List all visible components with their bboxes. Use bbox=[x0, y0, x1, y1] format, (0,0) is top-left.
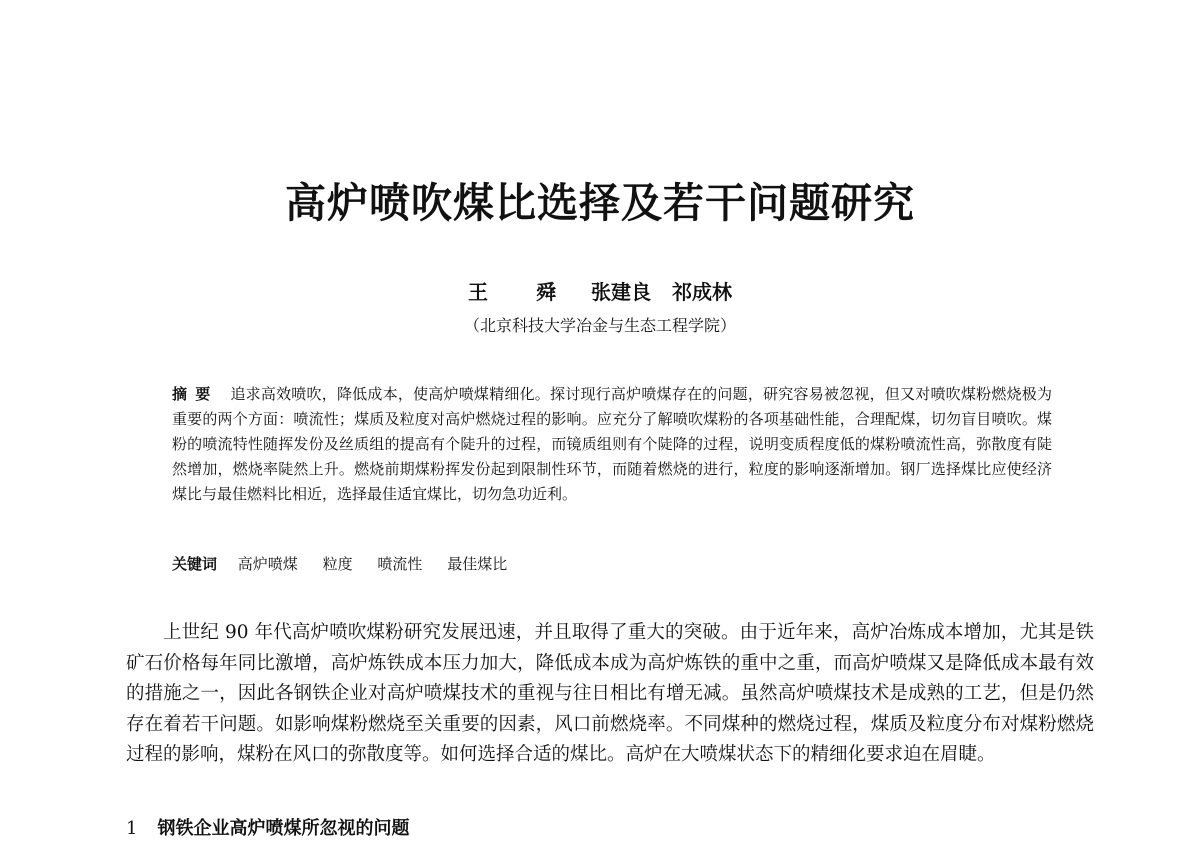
keyword: 粒度 bbox=[322, 555, 353, 573]
author-name: 张建良 bbox=[591, 280, 651, 304]
abstract bbox=[172, 382, 1052, 507]
section-number: 1 bbox=[126, 818, 138, 839]
keywords-label: 关键词 bbox=[172, 555, 218, 573]
paper-title: 高炉喷吹煤比选择及若干问题研究 bbox=[285, 179, 915, 227]
keyword: 喷流性 bbox=[377, 555, 423, 573]
abstract-text: 追求高效喷吹，降低成本，使高炉喷煤精细化。探讨现行高炉喷煤存在的问题，研究容易被忽视，但又对喷吹煤粉燃烧极为重要的两个方面：喷流性；煤质及粒度对高炉燃烧过程的影响。应充分了解喷吹煤粉的各项基础性能，合理配煤，切勿盲目喷吹。煤粉的喷流特性随挥发份及丝质组的提高有个陡升的过程，而镜质组则有个陡降的过程，说明变质程度低的煤粉喷流性高，弥散度有陡然增加，燃烧率陡然上升。燃烧前期煤粉挥发份起到限制性环节，而随着燃烧的进行，粒度的影响逐渐增加。钢厂选择煤比应使经济煤比与最佳燃料比相近，选择最佳适宜煤比，切勿急功近利。 bbox=[172, 385, 1052, 503]
keywords bbox=[172, 552, 1052, 577]
author-name: 王 舜 bbox=[468, 280, 571, 304]
keyword: 最佳煤比 bbox=[447, 555, 508, 573]
author-list bbox=[0, 282, 1200, 302]
section-title: 钢铁企业高炉喷煤所忽视的问题 bbox=[157, 818, 410, 839]
author-name: 祁成林 bbox=[671, 280, 732, 304]
section-heading bbox=[126, 815, 1094, 843]
abstract-label: 摘要 bbox=[172, 385, 219, 403]
body-paragraph: 上世纪 90 年代高炉喷吹煤粉研究发展迅速，并且取得了重大的突破。由于近年来，高炉冶炼成本增加，尤其是铁矿石价格每年同比激增，高炉炼铁成本压力加大，降低成本成为高炉炼铁的重中之重，而高炉喷煤又是降低成本最有效的措施之一，因此各钢铁企业对高炉喷煤技术的重视与往日相比有增无减。虽然高炉喷煤技术是成熟的工艺，但是仍然存在着若干问题。如影响煤粉燃烧至关重要的因素，风口前燃烧率。不同煤种的燃烧过程，煤质及粒度分布对煤粉燃烧过程的影响，煤粉在风口的弥散度等。如何选择合适的煤比。高炉在大喷煤状态下的精细化要求迫在眉睫。 bbox=[126, 622, 1094, 765]
affiliation: （北京科技大学冶金与生态工程学院） bbox=[463, 316, 736, 335]
keyword: 高炉喷煤 bbox=[237, 555, 298, 573]
